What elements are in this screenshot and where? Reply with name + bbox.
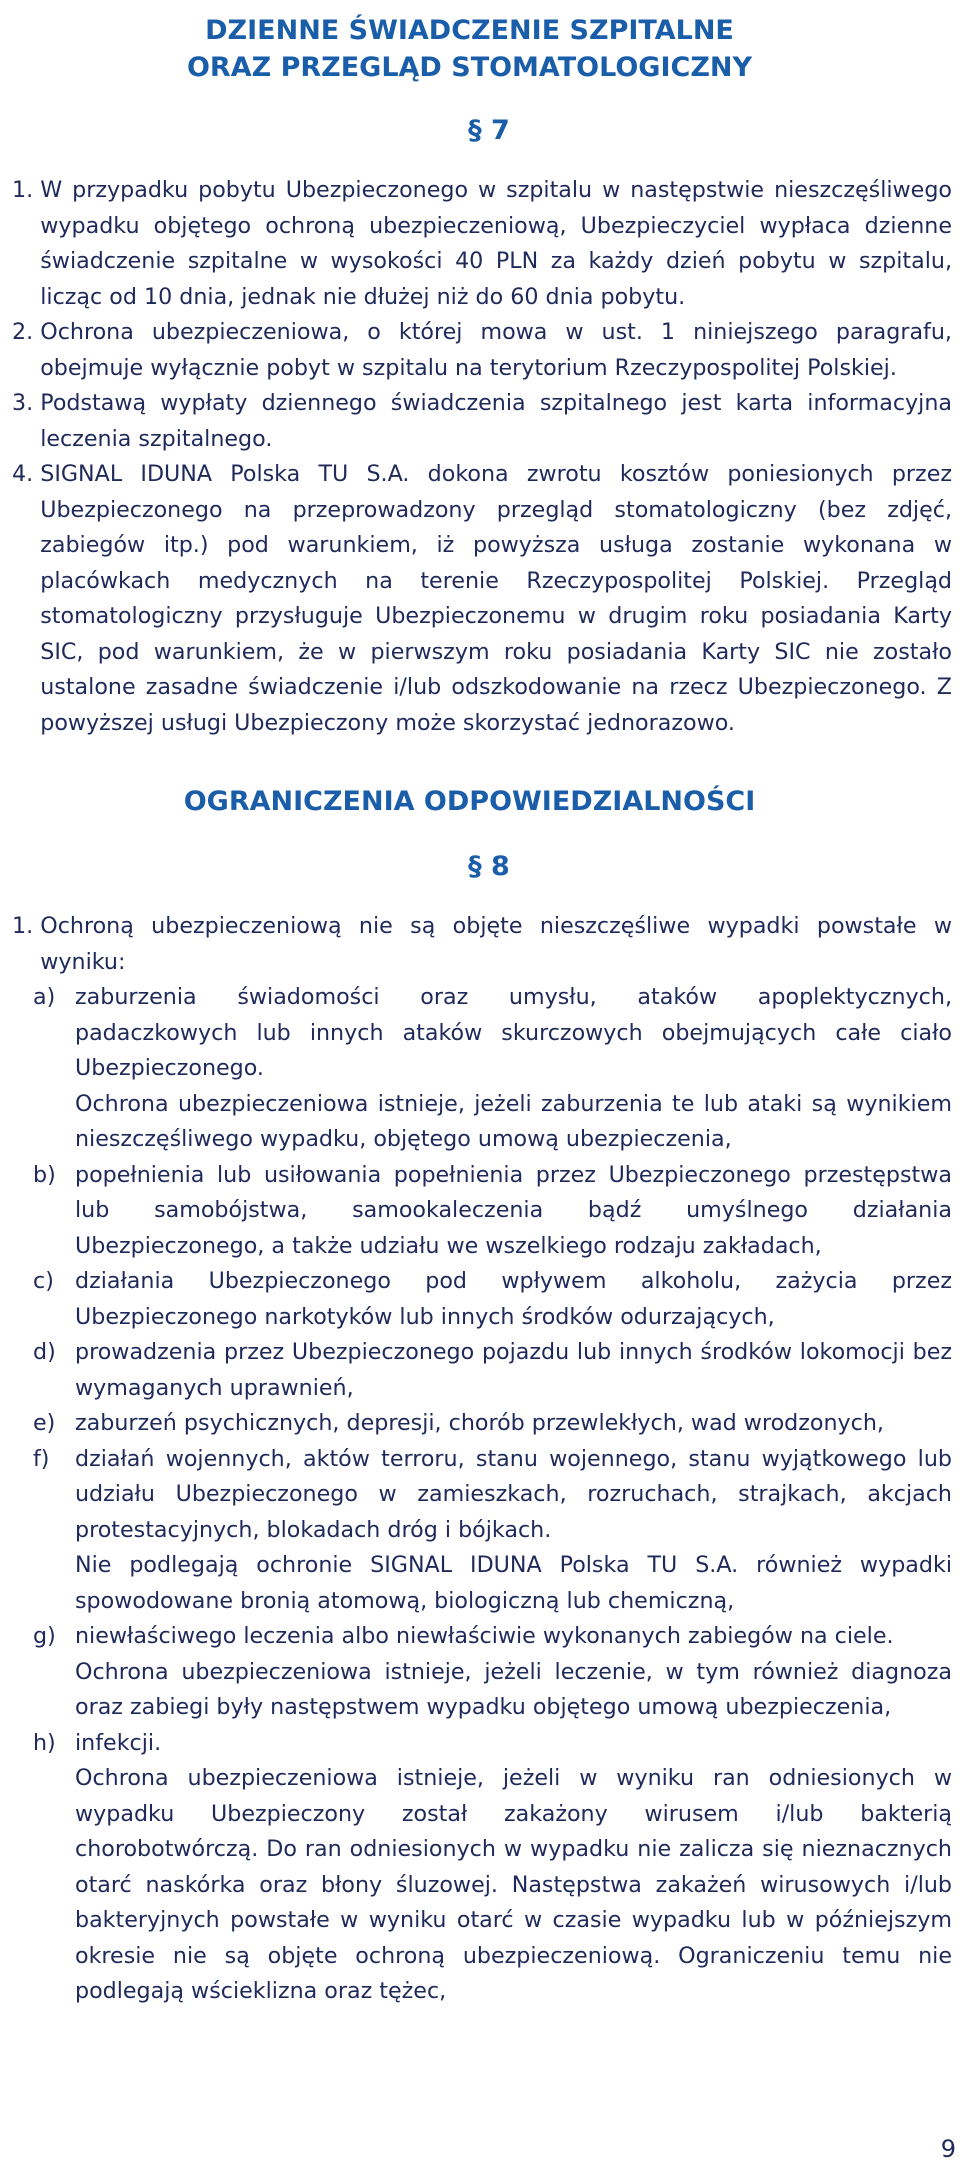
sub-list-item-f	[12, 1442, 952, 1620]
sub-list-item-e	[12, 1406, 952, 1442]
sub-list-item-d	[12, 1335, 952, 1406]
list-item-number: 2.	[12, 319, 34, 345]
sub-list-text: popełnienia lub usiłowania popełnienia przez Ubezpieczonego przestępstwa lub samobójstwa, samookaleczenia bądź umyślnego działania Ubezpieczonego, a także udziału we wszelkiego rodzaju zakładach,	[75, 1161, 952, 1259]
paragraph-sign-8: § 8	[468, 851, 510, 882]
page-number: 9	[940, 2135, 956, 2163]
list-item	[12, 909, 952, 980]
sub-list-item-h	[12, 1726, 952, 2010]
sub-list-item-c	[12, 1264, 952, 1335]
section-8-title: OGRANICZENIA ODPOWIEDZIALNOŚCI	[183, 786, 756, 817]
sub-list-letter: e)	[33, 1410, 56, 1436]
list-item-text: Ochrona ubezpieczeniowa, o której mowa w ust. 1 niniejszego paragrafu, obejmuje wyłącznie pobyt w szpitalu na terytorium Rzeczypospolitej Polskiej.	[40, 319, 952, 381]
section-7-list	[12, 173, 952, 741]
list-item	[12, 315, 952, 386]
section-title-line-1: DZIENNE ŚWIADCZENIE SZPITALNE	[205, 15, 734, 46]
sub-list-text: zaburzeń psychicznych, depresji, chorób przewlekłych, wad wrodzonych,	[75, 1410, 884, 1436]
list-item-number: 1.	[12, 913, 34, 939]
sub-list-item-b	[12, 1158, 952, 1265]
section-8-list	[12, 909, 952, 2010]
document-page	[12, 12, 952, 2010]
section-7-header	[0, 12, 952, 86]
sub-list-note: Ochrona ubezpieczeniowa istnieje, jeżeli w wyniku ran odniesionych w wypadku Ubezpieczony został zakażony wirusem i/lub bakterią chorobotwórczą. Do ran odniesionych w wypadku nie zalicza się nieznacznych otarć naskórka oraz błony śluzowej. Następstwa zakażeń wirusowych i/lub bakteryjnych powstałe w wyniku otarć w czasie wypadku lub w późniejszym okresie nie są objęte ochroną ubezpieczeniową. Ograniczeniu temu nie podlegają wścieklizna oraz tężec,	[75, 1765, 952, 2004]
sub-list-letter: g)	[33, 1623, 56, 1649]
sub-list-text: niewłaściwego leczenia albo niewłaściwie wykonanych zabiegów na ciele.	[75, 1623, 894, 1649]
section-title-line-2: ORAZ PRZEGLĄD STOMATOLOGICZNY	[186, 52, 753, 83]
list-item	[12, 457, 952, 741]
sub-list-letter: h)	[33, 1729, 56, 1756]
sub-list-item-a	[12, 980, 952, 1158]
paragraph-sign-7: § 7	[468, 115, 510, 146]
list-item-text: Podstawą wypłaty dziennego świadczenia szpitalnego jest karta informacyjna leczenia szpitalnego.	[40, 390, 952, 452]
list-item-number: 1.	[12, 177, 34, 203]
list-item-number: 4.	[12, 461, 34, 487]
list-item	[12, 173, 952, 315]
list-item-text: SIGNAL IDUNA Polska TU S.A. dokona zwrotu kosztów poniesionych przez Ubezpieczonego na przeprowadzony przegląd stomatologiczny (bez zdjęć, zabiegów itp.) pod warunkiem, iż powyższa usługa zostanie wykonana w placówkach medycznych na terenie Rzeczypospolitej Polskiej. Przegląd stomatologiczny przysługuje Ubezpieczonemu w drugim roku posiadania Karty SIC, pod warunkiem, że w pierwszym roku posiadania Karty SIC nie zostało ustalone zasadne świadczenie i/lub odszkodowanie na rzecz Ubezpieczonego. Z powyższej usługi Ubezpieczony może skorzystać jednorazowo.	[40, 461, 952, 736]
sub-list-letter: d)	[33, 1339, 56, 1365]
sub-list-letter: c)	[33, 1268, 54, 1294]
sub-list-letter: a)	[33, 984, 56, 1010]
list-item	[12, 386, 952, 457]
list-item-number: 3.	[12, 390, 34, 416]
sub-list-text: działań wojennych, aktów terroru, stanu wojennego, stanu wyjątkowego lub udziału Ubezpieczonego w zamieszkach, rozruchach, strajkach, akcjach protestacyjnych, blokadach dróg i bójkach.	[75, 1445, 952, 1543]
sub-list-item-g	[12, 1619, 952, 1726]
sub-list-letter: f)	[33, 1445, 50, 1472]
sub-list-note: Ochrona ubezpieczeniowa istnieje, jeżeli zaburzenia te lub ataki są wynikiem nieszczęśliwego wypadku, objętego umową ubezpieczenia,	[75, 1090, 952, 1152]
sub-list-note: Ochrona ubezpieczeniowa istnieje, jeżeli leczenie, w tym również diagnoza oraz zabiegi były następstwem wypadku objętego umową ubezpieczenia,	[75, 1658, 952, 1720]
sub-list-letter: b)	[33, 1161, 56, 1188]
list-item-text: W przypadku pobytu Ubezpieczonego w szpitalu w następstwie nieszczęśliwego wypadku objętego ochroną ubezpieczeniową, Ubezpieczyciel wypłaca dzienne świadczenie szpitalne w wysokości 40 PLN za każdy dzień pobytu w szpitalu, licząc od 10 dnia, jednak nie dłużej niż do 60 dnia pobytu.	[40, 177, 952, 310]
sub-list-text: infekcji.	[75, 1729, 162, 1756]
sub-list-text: prowadzenia przez Ubezpieczonego pojazdu lub innych środków lokomocji bez wymaganych uprawnień,	[75, 1339, 952, 1401]
sub-list-text: działania Ubezpieczonego pod wpływem alkoholu, zażycia przez Ubezpieczonego narkotyków lub innych środków odurzających,	[75, 1268, 952, 1330]
sub-list-note: Nie podlegają ochronie SIGNAL IDUNA Polska TU S.A. również wypadki spowodowane bronią atomową, biologiczną lub chemiczną,	[75, 1552, 952, 1614]
list-item-text: Ochroną ubezpieczeniową nie są objęte nieszczęśliwe wypadki powstałe w wyniku:	[40, 913, 952, 975]
sub-list-text: zaburzenia świadomości oraz umysłu, ataków apoplektycznych, padaczkowych lub innych ataków skurczowych obejmujących całe ciało Ubezpieczonego.	[75, 984, 952, 1081]
